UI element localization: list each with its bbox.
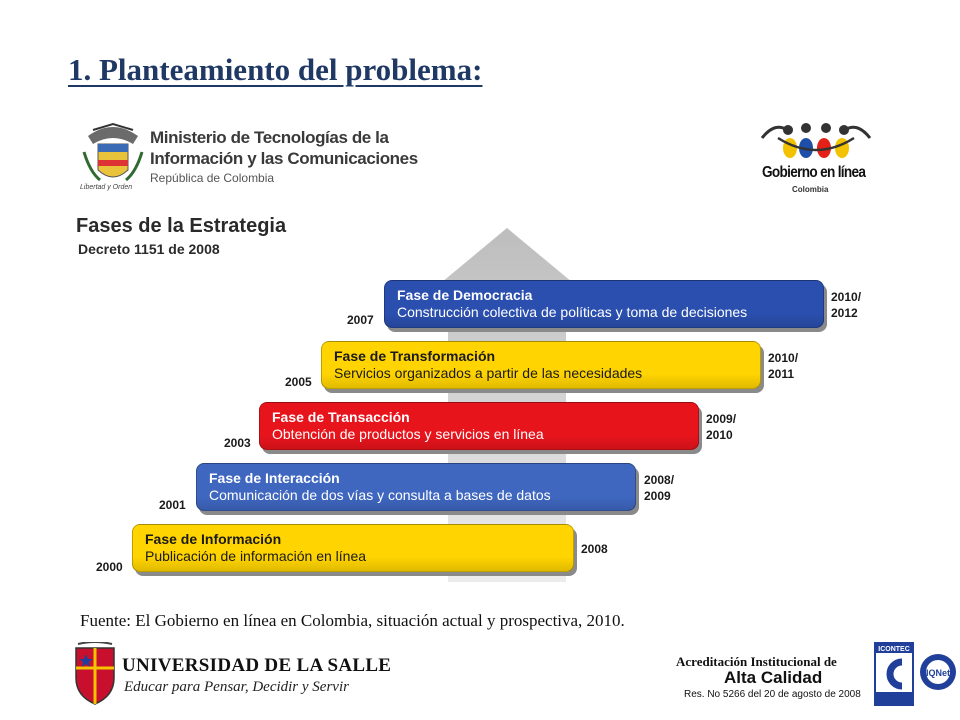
phase-start-year: 2005 xyxy=(285,375,312,389)
phase-bar-democracia xyxy=(384,280,824,328)
svg-text:IQNet: IQNet xyxy=(925,668,951,678)
slide-title: 1. Planteamiento del problema: xyxy=(68,52,483,87)
phase-end-year: 2008 xyxy=(581,542,608,556)
iqnet-certification-icon xyxy=(918,650,958,696)
phase-end-year: 2008/ 2009 xyxy=(644,473,675,503)
accreditation-level: Alta Calidad xyxy=(724,668,823,687)
phase-bar-transformacion xyxy=(321,341,761,389)
gobierno-en-linea-name: Gobierno en línea xyxy=(762,164,866,181)
university-motto: Educar para Pensar, Decidir y Servir xyxy=(124,679,349,695)
phase-name: Fase de Información xyxy=(145,531,282,547)
phase-name: Fase de Democracia xyxy=(397,287,533,303)
phase-name: Fase de Interacción xyxy=(209,470,340,486)
phase-end-year: 2010/ 2012 xyxy=(831,290,862,320)
strategy-decree: Decreto 1151 de 2008 xyxy=(78,241,220,257)
phase-description: Servicios organizados a partir de las necesidades xyxy=(334,365,643,381)
phase-description: Comunicación de dos vías y consulta a bases de datos xyxy=(209,487,551,503)
ministry-country: República de Colombia xyxy=(150,171,275,185)
phase-bar-transaccion xyxy=(259,402,699,450)
phase-description: Construcción colectiva de políticas y toma de decisiones xyxy=(397,304,748,320)
phase-bar-informacion xyxy=(132,524,574,572)
ministry-name-line1: Ministerio de Tecnologías de la xyxy=(150,128,389,147)
phase-end-year: 2009/ 2010 xyxy=(706,412,737,442)
icontec-certification-icon xyxy=(874,642,914,706)
phase-start-year: 2007 xyxy=(347,313,374,327)
phase-start-year: 2001 xyxy=(159,498,186,512)
source-citation: Fuente: El Gobierno en línea en Colombia, situación actual y prospectiva, 2010. xyxy=(80,611,625,630)
gobierno-en-linea-country: Colombia xyxy=(792,185,829,194)
phase-name: Fase de Transacción xyxy=(272,409,410,425)
phase-description: Publicación de información en línea xyxy=(145,548,367,564)
accreditation-title: Acreditación Institucional de xyxy=(676,654,837,669)
phase-name: Fase de Transformación xyxy=(334,348,496,364)
strategy-title: Fases de la Estrategia xyxy=(76,215,287,237)
phase-description: Obtención de productos y servicios en línea xyxy=(272,426,544,442)
ministry-name-line2: Información y las Comunicaciones xyxy=(150,149,418,168)
svg-text:ICONTEC: ICONTEC xyxy=(878,646,910,653)
accreditation-resolution: Res. No 5266 del 20 de agosto de 2008 xyxy=(684,689,861,700)
universidad-la-salle-shield-icon xyxy=(72,642,118,706)
phase-end-year: 2010/ 2011 xyxy=(768,351,799,381)
phase-bar-interaccion xyxy=(196,463,636,511)
phase-start-year: 2003 xyxy=(224,436,251,450)
university-name: UNIVERSIDAD DE LA SALLE xyxy=(122,655,392,676)
ministry-motto: Libertad y Orden xyxy=(80,184,133,191)
phase-start-year: 2000 xyxy=(96,560,123,574)
